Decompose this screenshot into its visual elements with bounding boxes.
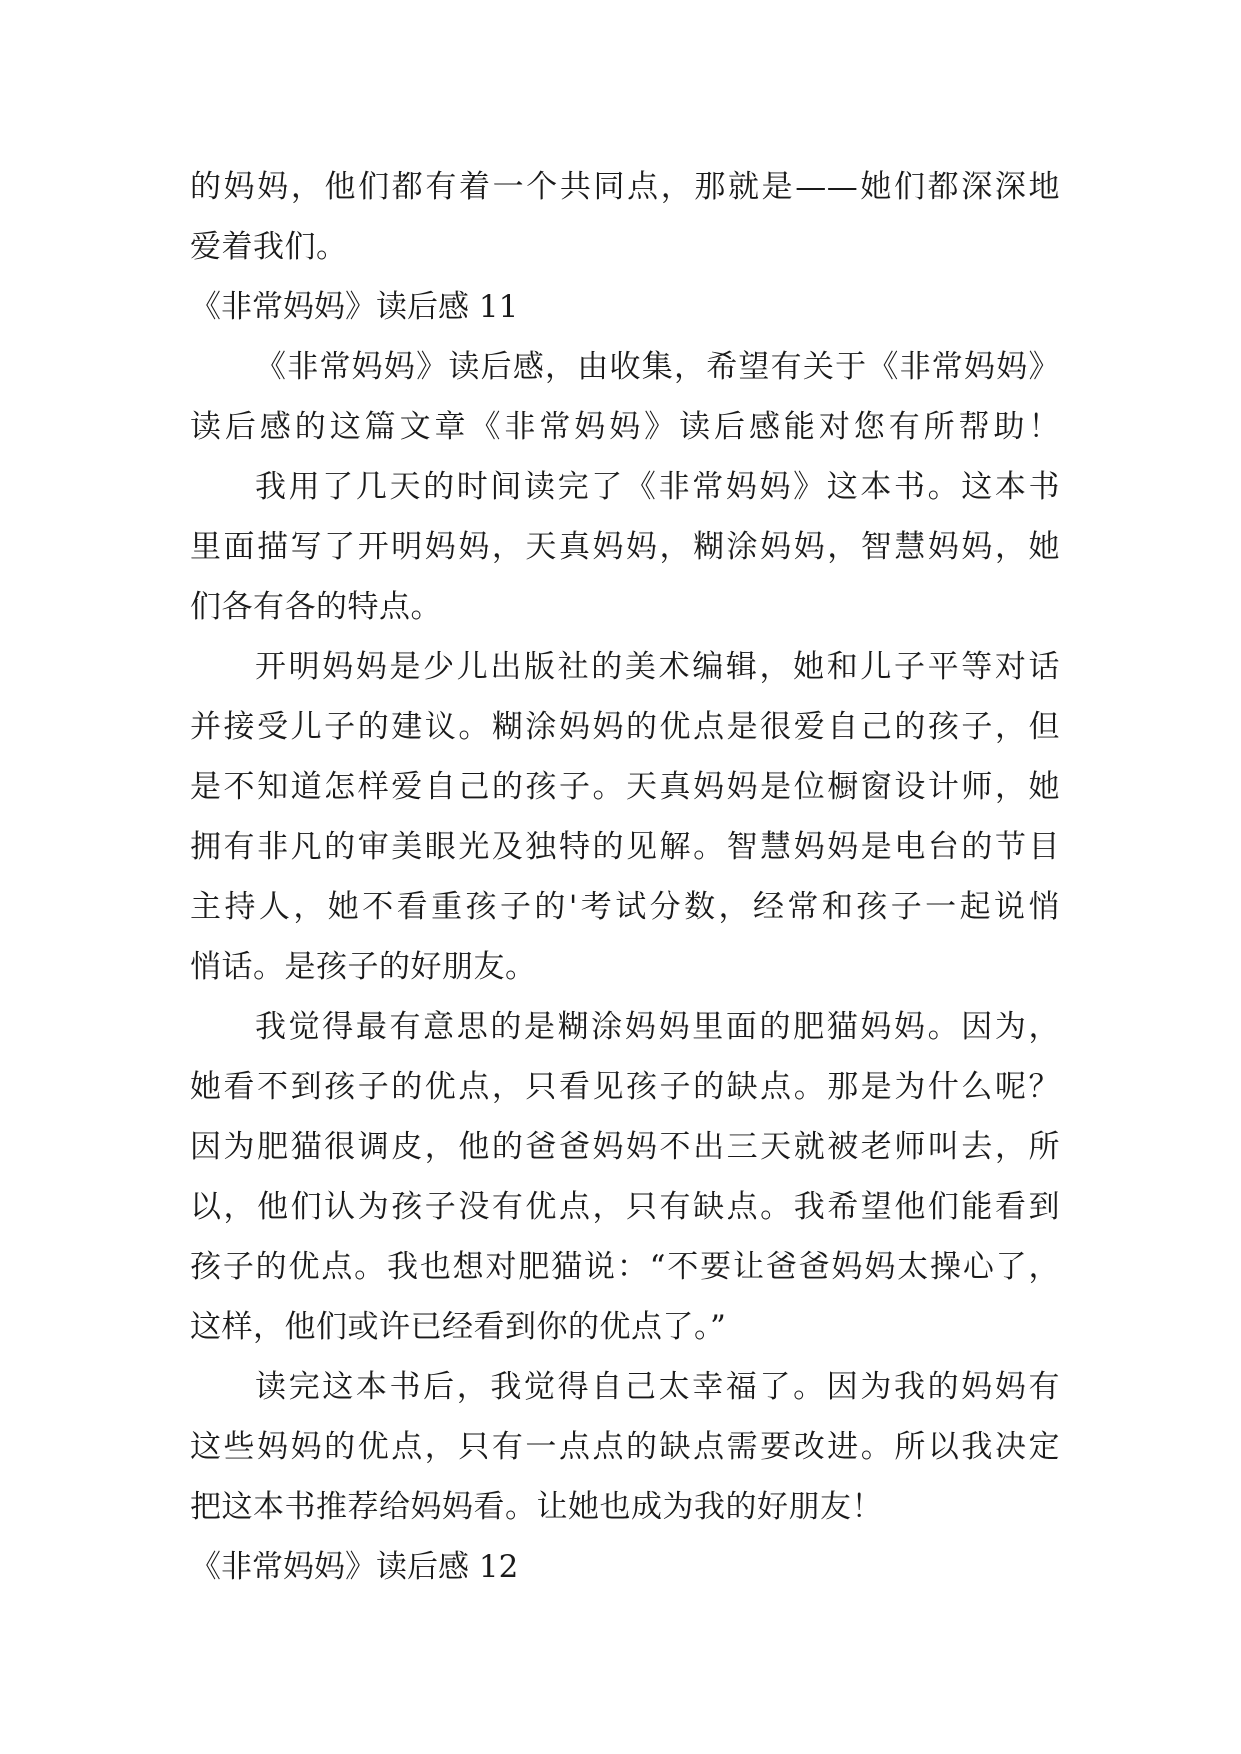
body-line: 这些妈妈的优点，只有一点点的缺点需要改进。所以我决定 xyxy=(190,1429,1060,1465)
body-line: 们各有各的特点。 xyxy=(190,589,442,625)
body-line: 我用了几天的时间读完了《非常妈妈》这本书。这本书 xyxy=(255,469,1060,505)
body-line: 悄话。是孩子的好朋友。 xyxy=(190,949,537,985)
body-line: 主持人，她不看重孩子的'考试分数，经常和孩子一起说悄 xyxy=(190,889,1060,925)
body-line: 的妈妈，他们都有着一个共同点，那就是——她们都深深地 xyxy=(190,169,1060,205)
body-line: 孩子的优点。我也想对肥猫说：“不要让爸爸妈妈太操心了， xyxy=(190,1249,1060,1285)
body-line: 读完这本书后，我觉得自己太幸福了。因为我的妈妈有 xyxy=(255,1369,1060,1405)
body-line: 以，他们认为孩子没有优点，只有缺点。我希望他们能看到 xyxy=(190,1189,1060,1225)
body-line: 这样，他们或许已经看到你的优点了。” xyxy=(190,1309,727,1345)
body-line: 是不知道怎样爱自己的孩子。天真妈妈是位橱窗设计师，她 xyxy=(190,769,1060,805)
body-line: 开明妈妈是少儿出版社的美术编辑，她和儿子平等对话 xyxy=(255,649,1060,685)
section-heading: 《非常妈妈》读后感 11 xyxy=(190,289,519,325)
body-line: 里面描写了开明妈妈，天真妈妈，糊涂妈妈，智慧妈妈，她 xyxy=(190,529,1060,565)
body-line: 把这本书推荐给妈妈看。让她也成为我的好朋友！ xyxy=(190,1489,883,1525)
body-line: 读后感的这篇文章《非常妈妈》读后感能对您有所帮助！ xyxy=(190,409,1060,445)
body-line: 并接受儿子的建议。糊涂妈妈的优点是很爱自己的孩子，但 xyxy=(190,709,1060,745)
body-line: 《非常妈妈》读后感，由收集，希望有关于《非常妈妈》 xyxy=(255,349,1060,385)
body-line: 拥有非凡的审美眼光及独特的见解。智慧妈妈是电台的节目 xyxy=(190,829,1060,865)
body-line: 爱着我们。 xyxy=(190,229,348,265)
body-line: 她看不到孩子的优点，只看见孩子的缺点。那是为什么呢？ xyxy=(190,1069,1060,1105)
body-line: 我觉得最有意思的是糊涂妈妈里面的肥猫妈妈。因为， xyxy=(255,1009,1060,1045)
section-heading: 《非常妈妈》读后感 12 xyxy=(190,1549,519,1585)
body-line: 因为肥猫很调皮，他的爸爸妈妈不出三天就被老师叫去，所 xyxy=(190,1129,1060,1165)
